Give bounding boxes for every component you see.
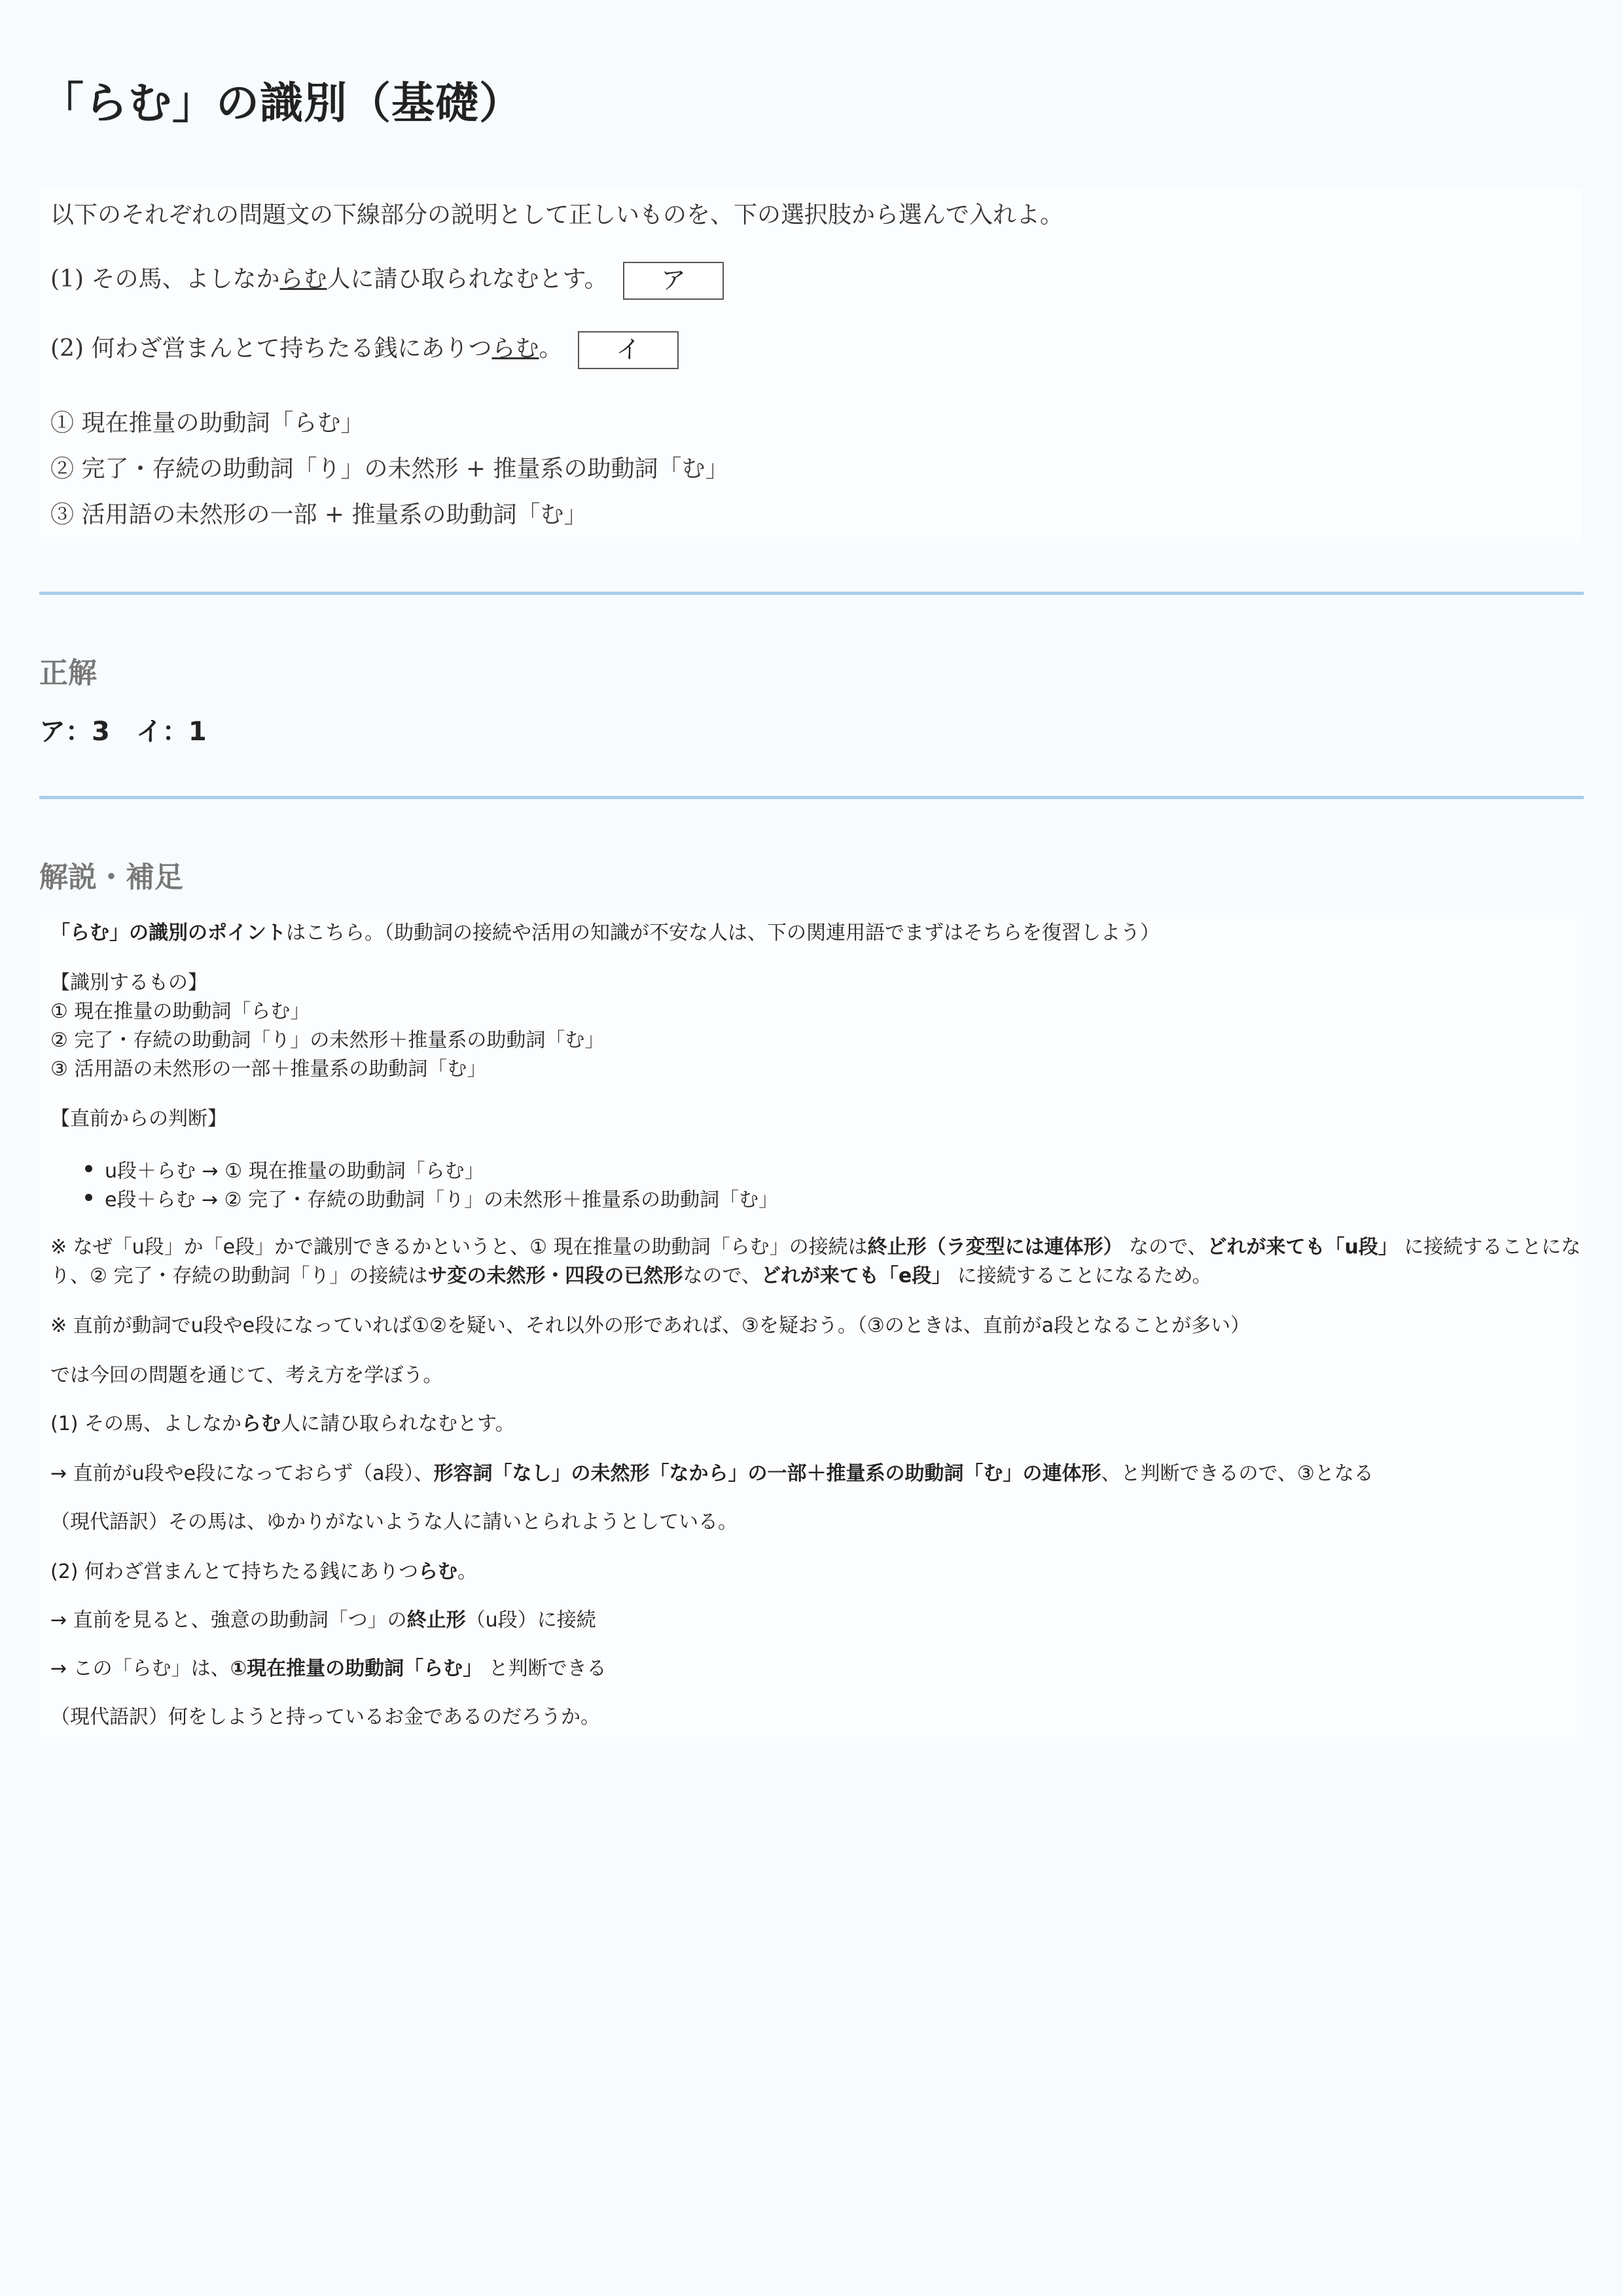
- judge-heading: 【直前からの判断】: [50, 1107, 227, 1130]
- example-bold: らむ: [418, 1560, 458, 1583]
- question-2-before: 何わざ営まんとて持ちたる銭にありつ: [91, 335, 492, 362]
- reason-text: 、と判断できるので、③となる: [1101, 1462, 1374, 1485]
- explanation-box: [39, 912, 1584, 1744]
- reason-text: → 直前を見ると、強意の助動詞「つ」の: [50, 1609, 407, 1632]
- example-2-reasoning-2: [50, 1655, 607, 1683]
- note-bold: どれが来ても「e段」: [760, 1265, 952, 1287]
- reason-text: → この「らむ」は、: [50, 1657, 230, 1680]
- explanation-heading: 解説・補足: [39, 861, 183, 894]
- option-1: ① 現在推量の助動詞「らむ」: [50, 410, 365, 437]
- question-2-number: (2): [50, 335, 84, 362]
- example-text: (1) その馬、よしなか: [50, 1412, 242, 1435]
- intro-rest: はこちら。（助動詞の接続や活用の知識が不安な人は、下の関連用語でまずはそちらを復習しよう）: [286, 922, 1160, 944]
- example-1-reasoning: [50, 1460, 1374, 1488]
- question-instruction: 以下のそれぞれの問題文の下線部分の説明として正しいものを、下の選択肢から選んで入れよ。: [50, 202, 1064, 228]
- page-title: 「らむ」の識別（基礎）: [41, 78, 523, 128]
- lead-text: では今回の問題を通じて、考え方を学ぼう。: [50, 1364, 443, 1387]
- question-1: [50, 260, 724, 300]
- divider: [39, 592, 1584, 595]
- note-text: なので、: [1129, 1236, 1207, 1259]
- option-3: ③ 活用語の未然形の一部 + 推量系の助動詞「む」: [50, 501, 588, 528]
- answer-heading: 正解: [39, 656, 97, 690]
- answer-text: ア：3 イ：1: [39, 717, 207, 747]
- note-1-line-1: [50, 1233, 1580, 1262]
- reason-text: と判断できる: [488, 1657, 607, 1680]
- example-2-question: [50, 1558, 477, 1587]
- identify-heading: 【識別するもの】: [50, 971, 207, 994]
- example-text: 。: [457, 1560, 478, 1583]
- note-2: ※ 直前が動詞でu段やe段になっていれば①②を疑い、それ以外の形であれば、③を疑おう。（③のときは、直前がa段となることが多い）: [50, 1314, 1251, 1337]
- example-2-translation: （現代語訳）何をしようと持っているお金であるのだろうか。: [50, 1706, 600, 1729]
- question-box: [39, 188, 1582, 543]
- judge-item: e段＋らむ → ② 完了・存続の助動詞「り」の未然形＋推量系の助動詞「む」: [105, 1183, 778, 1212]
- note-text: り、② 完了・存続の助動詞「り」の接続は: [50, 1265, 428, 1287]
- example-1-translation: （現代語訳）その馬は、ゆかりがないような人に請いとられようとしている。: [50, 1511, 738, 1534]
- divider: [39, 796, 1584, 799]
- note-1-line-2: [50, 1262, 1212, 1291]
- question-2-underlined: らむ: [491, 335, 539, 362]
- question-1-after: 人に請ひ取られなむとす。: [327, 266, 608, 293]
- question-1-before: その馬、よしなか: [91, 266, 280, 293]
- question-2-after: 。: [539, 335, 563, 362]
- intro-bold: 「らむ」の識別のポイント: [50, 922, 286, 944]
- reason-bold: 終止形: [406, 1609, 466, 1632]
- option-2: ② 完了・存続の助動詞「り」の未然形 + 推量系の助動詞「む」: [50, 456, 729, 482]
- note-bold: 終止形（ラ変型には連体形）: [867, 1236, 1123, 1259]
- note-text: に接続することにな: [1404, 1236, 1581, 1259]
- note-text: ※ なぜ「u段」か「e段」かで識別できるかというと、① 現在推量の助動詞「らむ」の接続は: [50, 1236, 868, 1259]
- question-1-underlined: らむ: [279, 266, 327, 293]
- question-2: [50, 330, 679, 369]
- example-bold: らむ: [241, 1412, 281, 1435]
- note-bold: どれが来ても「u段」: [1207, 1236, 1398, 1259]
- example-text: (2) 何わざ営まんとて持ちたる銭にありつ: [50, 1560, 419, 1583]
- note-text: に接続することになるため。: [957, 1265, 1212, 1287]
- identify-item: ③ 活用語の未然形の一部＋推量系の助動詞「む」: [50, 1058, 487, 1081]
- answer-box-a[interactable]: ア: [623, 262, 724, 300]
- reason-bold: 形容詞「なし」の未然形「なから」の一部＋推量系の助動詞「む」の連体形: [433, 1462, 1101, 1485]
- answer-box-i[interactable]: イ: [578, 331, 679, 369]
- example-2-reasoning-1: [50, 1606, 596, 1635]
- explanation-intro: [50, 919, 1160, 948]
- question-1-number: (1): [50, 266, 84, 293]
- reason-text: → 直前がu段やe段になっておらず（a段）、: [50, 1462, 434, 1485]
- judge-item: u段＋らむ → ① 現在推量の助動詞「らむ」: [105, 1155, 484, 1183]
- reason-text: （u段）に接続: [465, 1609, 596, 1632]
- example-text: 人に請ひ取られなむとす。: [281, 1412, 515, 1435]
- note-text: なので、: [683, 1265, 761, 1287]
- example-1-question: [50, 1410, 515, 1439]
- identify-item: ① 現在推量の助動詞「らむ」: [50, 1000, 310, 1023]
- note-bold: サ変の未然形・四段の已然形: [427, 1265, 683, 1287]
- reason-bold: ①現在推量の助動詞「らむ」: [230, 1657, 483, 1680]
- identify-item: ② 完了・存続の助動詞「り」の未然形＋推量系の助動詞「む」: [50, 1029, 605, 1052]
